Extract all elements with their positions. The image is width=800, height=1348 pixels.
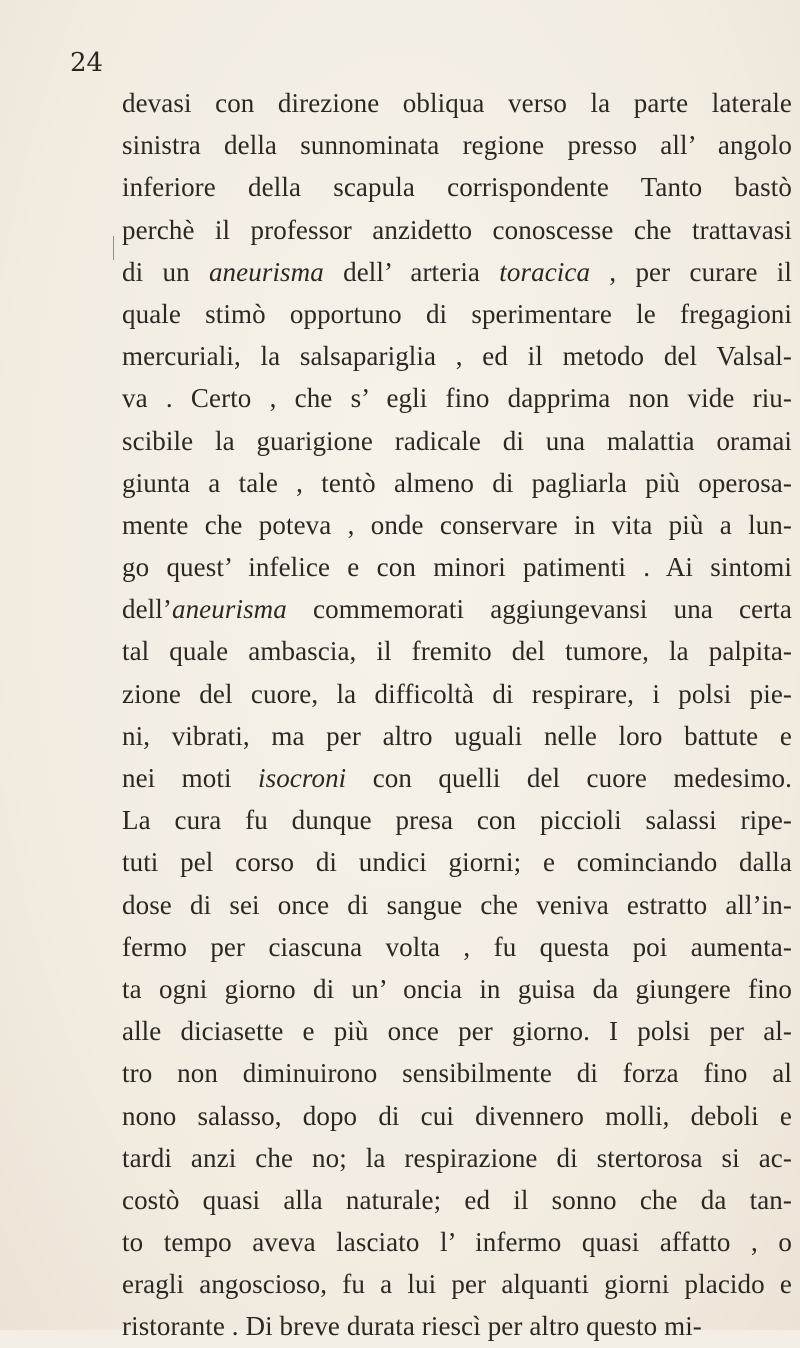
text-line [122,884,792,926]
text-segment: sinistra della sunnominata regione presso all’ angolo [122,130,792,161]
text-segment: mercuriali, la salsapariglia , ed il metodo del Valsal- [122,341,792,372]
text-segment: eragli angoscioso, fu a lui per alquanti giorni placido e [122,1269,792,1300]
margin-mark [113,236,117,260]
text-segment: commemorati aggiungevansi una certa [286,594,792,625]
text-segment: ni, vibrati, ma per altro uguali nelle loro battute e [122,720,792,751]
text-segment: tro non diminuirono sensibilmente di forza fino al [122,1058,792,1089]
text-line [122,799,792,841]
text-segment: tardi anzi che no; la respirazione di stertorosa si ac- [122,1142,792,1173]
italic-term: aneurisma [171,594,287,625]
text-line [122,209,792,251]
text-segment: Tanto bastò [608,172,792,203]
text-line [122,251,792,293]
text-line [122,462,792,504]
text-line [122,1095,792,1137]
text-line [122,968,792,1010]
text-line [122,673,792,715]
italic-term: aneurisma [208,256,324,287]
text-line [122,546,792,588]
text-segment: ta ogni giorno di un’ oncia in guisa da giungere fino [122,973,792,1004]
text-segment: tal quale ambascia, il fremito del tumore, la palpita- [122,636,792,667]
text-segment: scibile la guarigione radicale di una malattia oramai [122,425,792,456]
text-segment: va . Certo , che s’ egli fino dapprima non vide riu- [122,383,792,414]
text-line [122,293,792,335]
page-number: 24 [70,48,104,78]
text-segment: mente che poteva , onde conservare in vita più a lun- [122,509,792,540]
text-line [122,757,792,799]
text-segment: costò quasi alla naturale; ed il sonno che da tan- [122,1184,792,1215]
text-segment: , per curare il [590,256,792,287]
text-line [122,1305,792,1347]
italic-term: toracica [499,256,591,287]
text-line [122,1263,792,1305]
text-segment: zione del cuore, la difficoltà di respirare, i polsi pie- [122,678,792,709]
italic-term: isocroni [257,763,347,793]
text-segment: quale stimò opportuno di sperimentare le fregagioni [122,298,792,329]
text-segment: inferiore della scapula corrispondente [122,172,609,203]
text-segment: dell’ arteria [323,256,500,287]
text-line [122,377,792,419]
text-line [122,1221,792,1263]
body-text [122,82,792,1348]
text-segment: go quest’ infelice e con minori patimenti . Ai sintomi [122,552,792,583]
text-segment: alle diciasette e più once per giorno. I polsi per al- [122,1016,792,1047]
text-line [122,1052,792,1094]
text-segment: dose di sei once di sangue che veniva estratto all’in- [122,889,792,920]
text-segment: devasi con direzione obliqua verso la parte laterale [122,88,792,118]
text-line [122,82,792,124]
text-line [122,166,792,208]
text-line [122,1010,792,1052]
text-segment: nei moti [122,763,258,793]
text-line [122,588,792,630]
text-segment: tuti pel corso di undici giorni; e cominciando dalla [122,847,792,878]
text-line [122,420,792,462]
text-line [122,1137,792,1179]
text-line [122,124,792,166]
text-segment: perchè il professor anzidetto conoscesse che trattavasi [122,214,792,245]
text-segment: nono salasso, dopo di cui divennero molli, deboli e [122,1100,792,1131]
text-segment: La cura fu dunque presa con piccioli salassi ripe- [122,805,792,836]
text-segment: con quelli del cuore medesimo. [346,763,793,793]
text-line [122,841,792,883]
text-segment: di un [122,256,209,287]
text-line [122,926,792,968]
text-segment: ristorante . Di breve durata riescì per altro questo mi- [122,1311,702,1342]
text-line [122,630,792,672]
text-line [122,335,792,377]
text-segment: fermo per ciascuna volta , fu questa poi aumenta- [122,931,792,962]
text-segment: to tempo aveva lasciato l’ infermo quasi affatto , o [122,1227,792,1258]
text-line [122,1179,792,1221]
text-segment: dell’ [122,594,172,625]
text-line [122,715,792,757]
text-segment: giunta a tale , tentò almeno di pagliarla più operosa- [122,467,792,498]
text-line [122,504,792,546]
